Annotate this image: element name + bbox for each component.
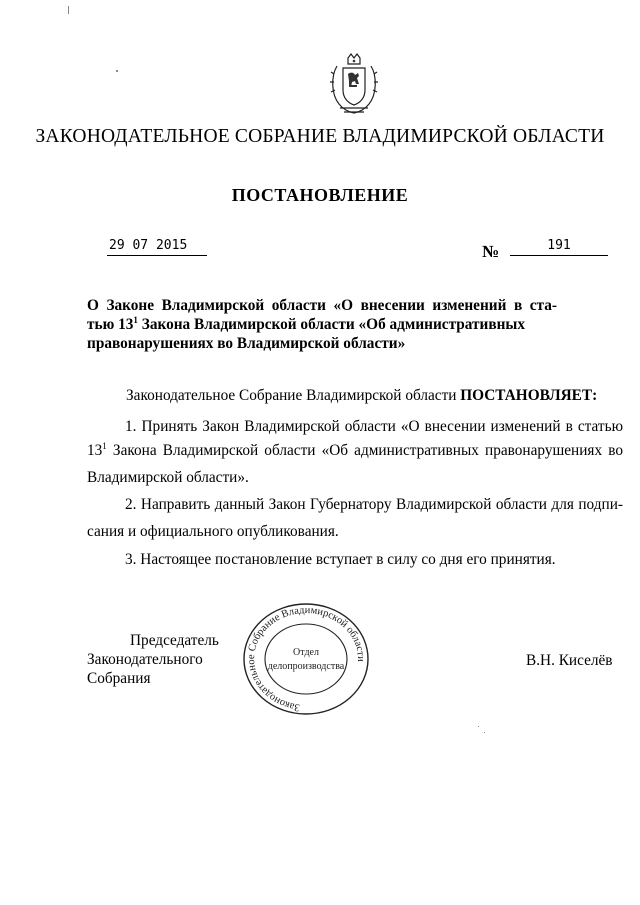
preamble-text: Законодательное Собрание Владимирской области [126, 387, 461, 404]
subject-line [87, 315, 557, 334]
item-1-text: 13 [87, 442, 103, 459]
item-1-line: Владимирской области». [87, 469, 249, 486]
scan-speck [116, 70, 118, 72]
number-sign: № [482, 242, 500, 261]
scan-speck [478, 726, 479, 727]
official-stamp [240, 601, 372, 719]
document-date: 29 07 2015 [107, 236, 207, 256]
document-type-heading: ПОСТАНОВЛЕНИЕ [231, 185, 409, 205]
signatory-name: В.Н. Киселёв [526, 652, 613, 669]
item-2-line: 2. Направить данный Закон Губернатору Владимирской области для подпи- [125, 496, 623, 513]
scan-speck [68, 6, 69, 14]
subject-line-text: тью 13 [87, 316, 134, 333]
superscript: 1 [102, 440, 107, 451]
organization-title: ЗАКОНОДАТЕЛЬНОЕ СОБРАНИЕ ВЛАДИМИРСКОЙ ОБЛАСТИ [35, 126, 605, 147]
item-2-line: сания и официального опубликования. [87, 523, 339, 540]
item-1-text: Закона Владимирской области «Об административных правонарушениях во [106, 442, 623, 459]
subject-line: О Законе Владимирской области «О внесении изменений в ста- [87, 297, 557, 314]
signatory-title-line: Законодательного Собрания [87, 651, 203, 687]
stamp-ring-text: Законодательное Собрание Владимирской области [245, 604, 367, 713]
signatory-title-line: Председатель [130, 632, 219, 649]
resolves-word: ПОСТАНОВЛЯЕТ: [460, 387, 598, 404]
scan-speck [484, 732, 485, 733]
item-1-line [87, 441, 623, 460]
subject-line-text: Закона Владимирской области «Об административных [137, 316, 526, 333]
stamp-center-line: делопроизводства [267, 661, 345, 672]
document-number: 191 [510, 236, 608, 256]
coat-of-arms-icon [326, 52, 382, 116]
item-1-line: 1. Принять Закон Владимирской области «О внесении изменений в статью [125, 418, 623, 435]
preamble [126, 386, 597, 405]
signatory-title [87, 631, 257, 688]
stamp-center-line: Отдел [293, 647, 319, 658]
superscript: 1 [133, 314, 138, 325]
document-subject [87, 296, 557, 353]
item-3-line: 3. Настоящее постановление вступает в силу со дня его принятия. [125, 551, 556, 568]
subject-line: правонарушениях во Владимирской области» [87, 335, 406, 352]
